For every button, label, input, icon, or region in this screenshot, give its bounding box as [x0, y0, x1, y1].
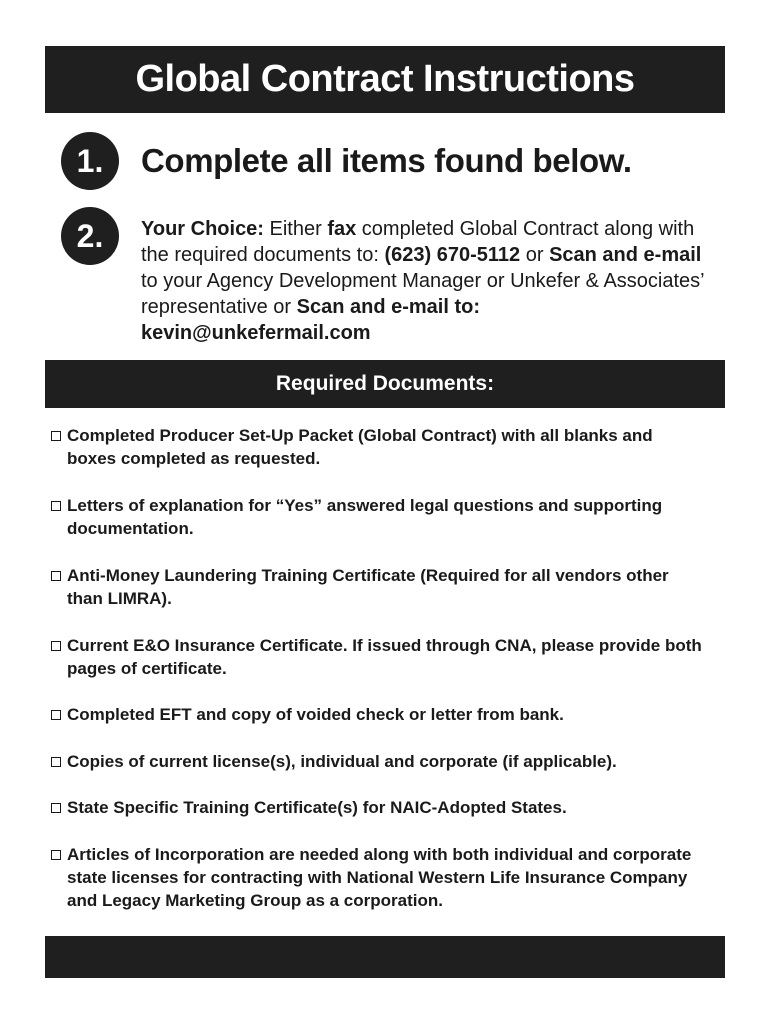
- list-item-text: Completed EFT and copy of voided check or letter from bank.: [67, 705, 564, 724]
- fax-label: fax: [327, 218, 357, 240]
- required-documents-banner: [45, 360, 725, 408]
- list-item-text: Anti-Money Laundering Training Certificate (Required for all vendors other than LIMRA).: [67, 566, 669, 608]
- list-item: [51, 424, 705, 470]
- checkbox-icon: [51, 710, 61, 720]
- list-item-text: State Specific Training Certificate(s) for NAIC-Adopted States.: [67, 798, 567, 817]
- step-number-badge: 1.: [61, 132, 119, 190]
- checkbox-icon: [51, 571, 61, 581]
- footer-bar: [45, 936, 725, 978]
- step-two-segment: Either: [263, 218, 328, 240]
- fax-number: (623) 670-5112: [384, 244, 521, 266]
- checkbox-icon: [51, 850, 61, 860]
- step-two-text: [141, 207, 725, 346]
- list-item-text: Copies of current license(s), individual and corporate (if applicable).: [67, 752, 617, 771]
- step-one-text: Complete all items found below.: [141, 142, 632, 179]
- checkbox-icon: [51, 431, 61, 441]
- instructions-page: [45, 46, 725, 978]
- checkbox-icon: [51, 757, 61, 767]
- step-two-segment: completed Global Contract along with the required documents to:: [141, 218, 695, 266]
- step-two-segment: to your Agency Development Manager or Unkefer & Associates’ representative or: [141, 270, 704, 318]
- list-item: [51, 750, 705, 773]
- step-number-badge: 2.: [61, 207, 119, 265]
- list-item: [51, 796, 705, 819]
- scan-email-label: Scan and e-mail: [549, 244, 702, 266]
- title-banner: [45, 46, 725, 113]
- step-two-segment: or: [520, 244, 550, 266]
- required-documents-list: [45, 408, 725, 908]
- list-item-text: Completed Producer Set-Up Packet (Global Contract) with all blanks and boxes completed as requested.: [67, 426, 653, 468]
- list-item: [51, 564, 705, 610]
- choice-label: Your Choice:: [141, 218, 264, 240]
- checkbox-icon: [51, 641, 61, 651]
- contact-email: kevin@unkefermail.com: [141, 322, 371, 344]
- step-one: [45, 132, 725, 190]
- list-item: [51, 634, 705, 680]
- checkbox-icon: [51, 803, 61, 813]
- step-two: [45, 207, 725, 346]
- list-item: [51, 494, 705, 540]
- list-item-text: Current E&O Insurance Certificate. If issued through CNA, please provide both pages of certificate.: [67, 636, 702, 678]
- page-title: Global Contract Instructions: [135, 58, 635, 100]
- list-item-text: Letters of explanation for “Yes” answered legal questions and supporting documentation.: [67, 496, 663, 538]
- list-item: [51, 703, 705, 726]
- scan-email-to-label: Scan and e-mail to:: [296, 296, 481, 318]
- checkbox-icon: [51, 501, 61, 511]
- list-item: [51, 843, 705, 912]
- list-item-text: Articles of Incorporation are needed along with both individual and corporate state licenses for contracting with National Western Life Insurance Company and Legacy Marketing Group as a corporation.: [67, 845, 692, 910]
- required-documents-heading: Required Documents:: [275, 372, 495, 395]
